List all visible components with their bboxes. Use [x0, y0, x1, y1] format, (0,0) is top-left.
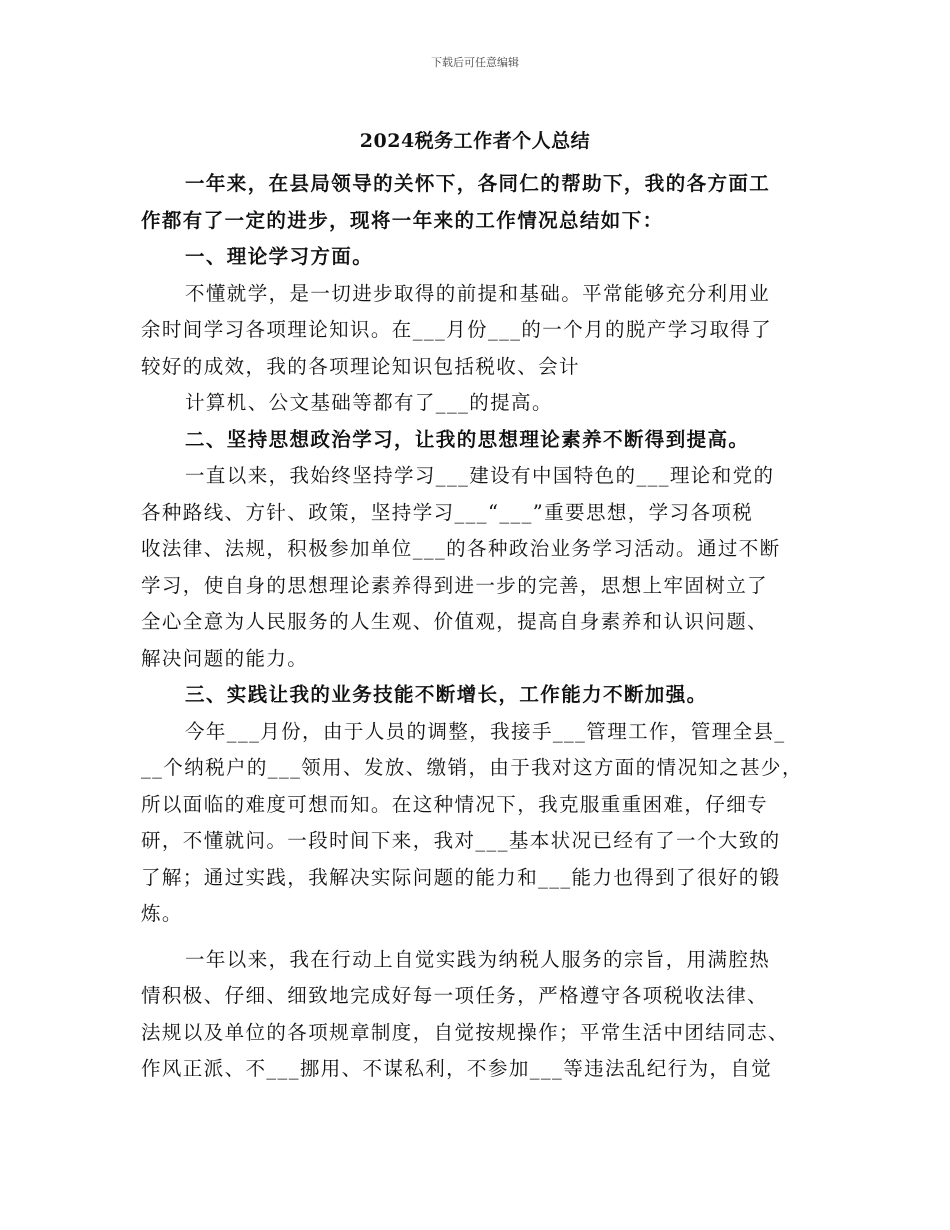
body-text-line: 炼。: [141, 902, 183, 925]
body-text-line: 余时间学习各项理论知识。在___月份___的一个月的脱产学习取得了: [141, 318, 773, 341]
heading-line: 一、理论学习方面。: [185, 245, 374, 268]
header-note: 下载后可任意编辑: [431, 56, 519, 69]
body-text-line: 作风正派、不___挪用、不谋私利，不参加___等违法乱纪行为，自觉: [141, 1057, 773, 1080]
body-text-line: 不懂就学，是一切进步取得的前提和基础。平常能够充分利用业: [185, 281, 771, 305]
body-text-line: 所以面临的难度可想而知。在这种情况下，我克服重重困难，仔细专: [141, 792, 769, 816]
heading-line: 三、实践让我的业务技能不断增长，工作能力不断加强。: [185, 683, 708, 706]
body-text-line: 了解；通过实践，我解决实际问题的能力和___能力也得到了很好的锻: [141, 865, 781, 889]
heading-line: 一年来，在县局领导的关怀下，各同仁的帮助下，我的各方面工: [185, 172, 771, 195]
body-text-line: 一年以来，我在行动上自觉实践为纳税人服务的宗旨，用满腔热: [185, 947, 771, 971]
body-text-line: 今年___月份，由于人员的调整，我接手___管理工作，管理全县_: [185, 719, 786, 743]
heading-line: 作都有了一定的进步，现将一年来的工作情况总结如下：: [141, 208, 664, 232]
document-body: [141, 166, 811, 1088]
body-text-line: 解决问题的能力。: [141, 646, 309, 670]
body-text-line: __个纳税户的___领用、发放、缴销，由于我对这方面的情况知之甚少，: [141, 756, 803, 779]
body-text-line: 各种路线、方针、政策，坚持学习___“___”重要思想，学习各项税: [141, 500, 754, 524]
body-text-line: 学习，使自身的思想理论素养得到进一步的完善，思想上牢固树立了: [141, 573, 769, 597]
body-text-line: 研，不懂就问。一段时间下来，我对___基本状况已经有了一个大致的: [141, 829, 781, 852]
body-text-line: 收法律、法规，积极参加单位___的各种政治业务学习活动。通过不断: [141, 537, 781, 560]
body-text-line: 法规以及单位的各项规章制度，自觉按规操作；平常生活中团结同志、: [141, 1020, 789, 1044]
body-text-line: 计算机、公文基础等都有了___的提高。: [185, 391, 553, 414]
body-text-line: 较好的成效，我的各项理论知识包括税收、会计: [141, 354, 580, 378]
body-text-line: 一直以来，我始终坚持学习___建设有中国特色的___理论和党的: [185, 464, 775, 487]
document-title: 2024税务工作者个人总结: [359, 130, 591, 152]
paragraph-gap: [141, 933, 811, 942]
body-text-line: 全心全意为人民服务的人生观、价值观，提高自身素养和认识问题、: [141, 610, 769, 633]
body-text-line: 情积极、仔细、细致地完成好每一项任务，严格遵守各项税收法律、: [141, 984, 769, 1007]
heading-line: 二、坚持思想政治学习，让我的思想理论素养不断得到提高。: [185, 427, 750, 451]
